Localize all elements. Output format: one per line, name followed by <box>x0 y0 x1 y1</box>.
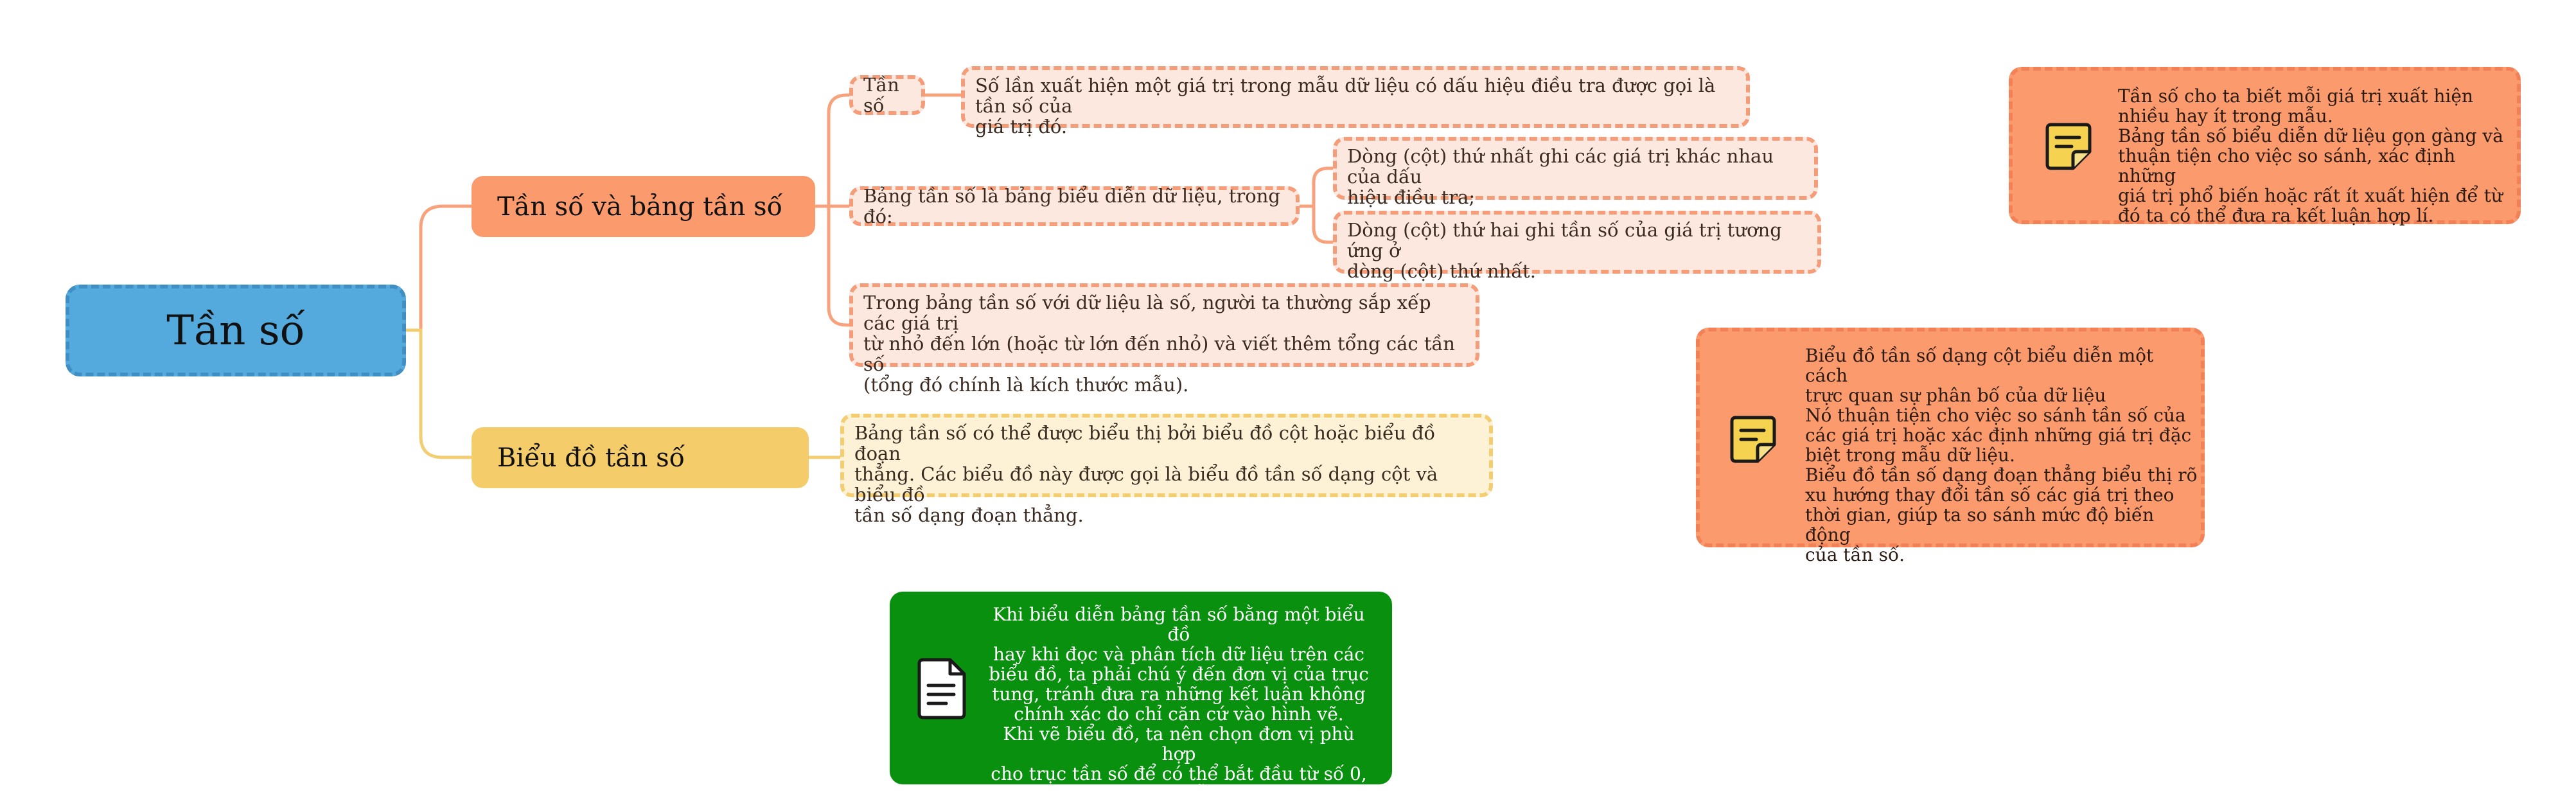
note-line: Tần số cho ta biết mỗi giá trị xuất hiện <box>2118 85 2473 107</box>
note-line: nhiều hay ít trong mẫu. <box>2118 105 2333 127</box>
note-line: Nó thuận tiện cho việc so sánh tần số của <box>1805 405 2186 426</box>
link-root-chart <box>406 330 472 457</box>
bang-tan-so-label: Bảng tần số là bảng biểu diễn dữ liệu, trong đó: <box>863 185 1280 227</box>
chart-desc-line: thẳng. Các biểu đồ này được gọi là biểu đồ tần số dạng cột và biểu đồ <box>854 463 1438 506</box>
note-line: đó ta có thể đưa ra kết luận hợp lí. <box>2118 205 2434 226</box>
chart-desc-line: tần số dạng đoạn thẳng. <box>854 504 1084 526</box>
row2-line: Dòng (cột) thứ hai ghi tần số của giá trị tương ứng ở <box>1347 219 1782 261</box>
root-label: Tần số <box>166 306 305 355</box>
leaf-row-first[interactable] <box>1333 137 1818 208</box>
link-to-tanso <box>829 95 849 206</box>
leaf-tan-so-label: Tần số <box>863 74 899 116</box>
note-line: Biểu đồ tần số dạng đoạn thẳng biểu thị rõ <box>1805 464 2198 486</box>
note-line: Khi biểu diễn bảng tần số bằng một biểu đồ <box>992 604 1365 645</box>
note-line: cho trục tần số để có thể bắt đầu từ số 0, <box>991 763 1367 784</box>
note-bottom-center[interactable] <box>890 592 1392 804</box>
leaf-sorting-note[interactable] <box>849 283 1479 396</box>
sticky-note-icon <box>2043 121 2095 172</box>
row1-line: hiệu điều tra; <box>1347 186 1476 208</box>
link-to-sorting <box>829 206 849 325</box>
note-line: chính xác do chỉ căn cứ vào hình vẽ. <box>1014 703 1344 725</box>
note-line: tung, tránh đưa ra những kết luận không <box>992 684 1366 705</box>
note-line: biểu đồ, ta phải chú ý đến đơn vị của trục <box>989 664 1369 685</box>
note-line: thời gian, giúp ta so sánh mức độ biến động <box>1805 504 2155 545</box>
note-line: các giá trị hoặc xác định những giá trị đặc <box>1805 425 2192 446</box>
note-line: Biểu đồ tần số dạng cột biểu diễn một cách <box>1805 345 2154 386</box>
root-node[interactable] <box>66 285 406 376</box>
branch-chart-label: Biểu đồ tần số <box>497 443 685 473</box>
branch-frequency-chart[interactable] <box>472 427 809 488</box>
note-middle-right[interactable] <box>1696 328 2205 565</box>
note-top-right[interactable] <box>2009 67 2521 224</box>
row1-line: Dòng (cột) thứ nhất ghi các giá trị khác nhau của dấu <box>1347 145 1774 188</box>
sorting-line: (tổng đó chính là kích thước mẫu). <box>863 374 1189 396</box>
sorting-line: Trong bảng tần số với dữ liệu là số, người ta thường sắp xếp các giá trị <box>863 292 1431 334</box>
leaf-tan-so[interactable] <box>849 75 925 115</box>
sticky-note-icon <box>1728 414 1779 465</box>
tan-so-def-line: giá trị đó. <box>975 116 1068 137</box>
branch-frequency-label: Tần số và bảng tần số <box>497 191 783 222</box>
note-line: trực quan sự phân bố của dữ liệu <box>1805 385 2106 406</box>
branch-frequency-table[interactable] <box>472 176 815 237</box>
note-line: xu hướng thay đổi tần số các giá trị theo <box>1805 484 2175 506</box>
note-line: thuận tiện cho việc so sánh, xác định những <box>2118 145 2456 186</box>
leaf-chart-description[interactable] <box>840 414 1493 526</box>
note-line: không gây nhầm lẫn về thị giác. <box>1032 783 1325 804</box>
chart-desc-line: Bảng tần số có thể được biểu thị bởi biểu đồ cột hoặc biểu đồ đoạn <box>854 422 1436 464</box>
link-to-row1 <box>1314 168 1333 206</box>
link-to-row2 <box>1314 206 1333 242</box>
row2-line: dòng (cột) thứ nhất. <box>1347 260 1536 282</box>
leaf-bang-tan-so[interactable] <box>849 186 1300 226</box>
link-root-frequency <box>406 206 472 330</box>
note-line: Khi vẽ biểu đồ, ta nên chọn đơn vị phù hợp <box>1003 723 1355 764</box>
leaf-row-second[interactable] <box>1333 211 1821 282</box>
document-icon <box>917 656 968 720</box>
note-line: giá trị phổ biến hoặc rất ít xuất hiện để từ <box>2118 185 2503 206</box>
note-line: Bảng tần số biểu diễn dữ liệu gọn gàng và <box>2118 125 2503 146</box>
leaf-tan-so-definition[interactable] <box>961 66 1750 137</box>
sorting-line: từ nhỏ đến lớn (hoặc từ lớn đến nhỏ) và viết thêm tổng các tần số <box>863 333 1455 375</box>
note-line: biệt trong mẫu dữ liệu. <box>1805 445 2015 466</box>
note-line: hay khi đọc và phân tích dữ liệu trên các <box>993 644 1364 665</box>
note-line: của tần số. <box>1805 544 1905 565</box>
tan-so-def-line: Số lần xuất hiện một giá trị trong mẫu dữ liệu có dấu hiệu điều tra được gọi là tần số của <box>975 75 1716 117</box>
